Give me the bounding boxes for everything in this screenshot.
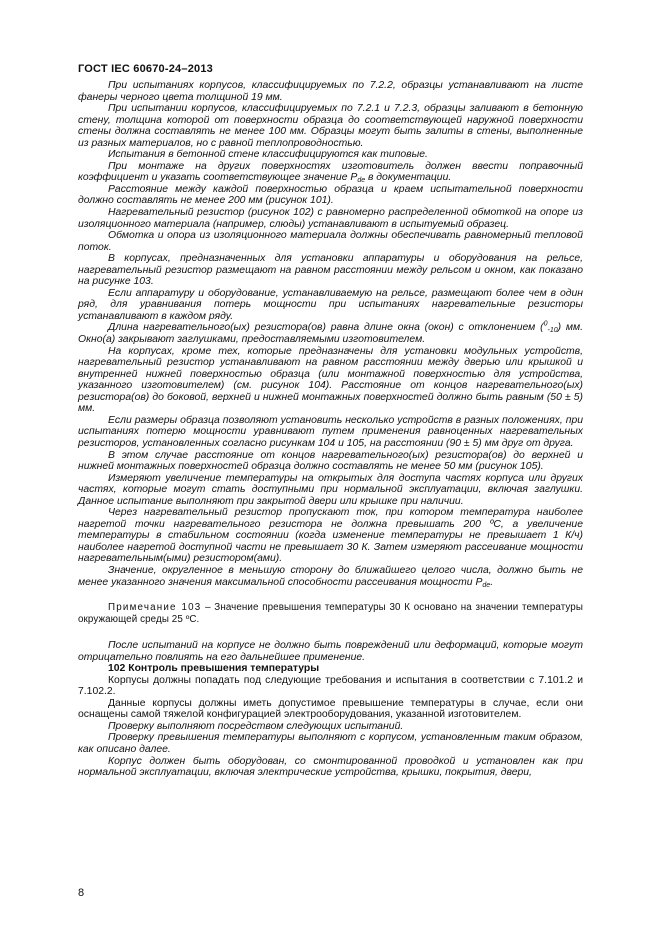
note-label: Примечание 103 <box>108 602 202 614</box>
section-heading: 102 Контроль превышения температуры <box>108 663 320 675</box>
paragraph: Значение, округленное в меньшую сторону до ближайшего целого числа, должно быть не менее указанного значения максимальной способности рассеивания мощности $P_{de}$. <box>78 564 583 589</box>
paragraph: Если размеры образца позволяют установить несколько устройств в разных положениях, при испытаниях потерю мощности уравнивают путем применения равноценных нагревательных резисторов, установленных согласно рисункам 104 и 105, на расстоянии (90 ± 5) мм друг от друга. <box>78 414 583 449</box>
paragraph: При испытании корпусов, классифицируемых по 7.2.1 и 7.2.3, образцы заливают в бетонную стену, толщина которой от поверхности образца до соответствующей наружной поверхности стены должна составлять не менее 100 мм. Образцы могут быть залиты в стены, выполненные из разных материалов, но с равной теплопроводностью. <box>78 103 583 149</box>
paragraph: В этом случае расстояние от концов нагревательного(ых) резистора(ов) до верхней и нижней монтажных поверхностей образца должно составлять не менее 50 мм (рисунок 105). <box>78 449 583 473</box>
standard-header: ГОСТ IEC 60670-24–2013 <box>78 63 213 75</box>
paragraph: Если аппаратуру и оборудование, устанавливаемую на рельсе, размещают более чем в один ряд, для уравнивания потерь мощности при испытаниях нагревательные резисторы устанавливают в каждом ряду. <box>78 287 583 322</box>
document-body <box>78 80 583 779</box>
page-number: 8 <box>78 887 85 899</box>
paragraph: Расстояние между каждой поверхностью образца и краем испытательной поверхности должно составлять не менее 200 мм (рисунок 101). <box>78 183 583 207</box>
paragraph: Корпусы должны попадать под следующие требования и испытания в соответствии с 7.101.2 и 7.102.2. <box>78 674 583 698</box>
paragraph: Корпус должен быть оборудован, со смонтированной проводкой и установлен как при нормальной эксплуатации, включая электрические устройства, крышки, покрытия, двери, <box>78 755 583 779</box>
paragraph: При испытаниях корпусов, классифицируемых по 7.2.2, образцы устанавливают на листе фанеры черного цвета толщиной 19 мм. <box>78 80 583 103</box>
paragraph: Нагревательный резистор (рисунок 102) с равномерно распределенной обмоткой на опоре из изоляционного материала (например, слюды) устанавливают в испытуемый образец. <box>78 207 583 230</box>
paragraph: Проверку превышения температуры выполняют с корпусом, установленным таким образом, как описано далее. <box>78 732 583 755</box>
paragraph: Через нагревательный резистор пропускают ток, при котором температура наиболее нагретой точки нагревательного резистора не должна превышать 200 ºС, а увеличение температуры в стабильном состоянии (когда изменение температуры не превышает 1 К/ч) наиболее нагретой доступной части не превышает 30 К. Затем измеряют рассеивание мощности нагревательным(ыми) резистором(ами). <box>78 507 583 565</box>
paragraph: Испытания в бетонной стене классифицируются как типовые. <box>108 149 428 161</box>
paragraph: При монтаже на других поверхностях изготовитель должен ввести поправочный коэффициент и указать соответствующее значение $P_{de}$ в документации. <box>78 160 583 185</box>
paragraph: Обмотка и опора из изоляционного материала должны обеспечивать равномерный тепловой поток. <box>78 230 583 253</box>
paragraph: Данные корпусы должны иметь допустимое превышение температуры в случае, если они оснащены самой тяжелой конфигурацией электрооборудования, указанной изготовителем. <box>78 697 583 721</box>
paragraph: Проверку выполняют посредством следующих испытаний. <box>108 720 404 732</box>
paragraph: После испытаний на корпусе не должно быть повреждений или деформаций, которые могут отрицательно повлиять на его дальнейшее применение. <box>78 640 583 663</box>
paragraph: Измеряют увеличение температуры на открытых для доступа частях корпуса или других частях, которые могут стать доступными при нормальной эксплуатации, включая заглушки. Данное испытание выполняют при закрытой двери или крышке при наличии. <box>78 472 583 507</box>
paragraph: На корпусах, кроме тех, которые предназначены для установки модульных устройств, нагревательный резистор устанавливают на равном расстоянии между дверью или крышкой и внутренней нижней поверхностью образца (или монтажной поверхностью для устройства, указанного изготовителем) (см. рисунок 104). Расстояние от концов нагревательного(ых) резистора(ов) до боковой, верхней и нижней монтажных поверхностей должно быть равным (50 ± 5) мм. <box>78 345 583 415</box>
note-103 <box>78 602 583 626</box>
paragraph: В корпусах, предназначенных для установки аппаратуры и оборудования на рельсе, нагревательный резистор размещают на равном расстоянии между рельсом и окном, как показано на рисунке 103. <box>78 253 583 288</box>
paragraph: Длина нагревательного(ых) резистора(ов) равна длине окна (окон) с отклонением ($^0_{-10}$) мм. Окно(а) закрывают заглушками, предоставляемыми изготовителем. <box>78 321 584 346</box>
note-text: – Значение превышения температуры 30 К основано на значении температуры окружающей среды 25 ºС. <box>78 602 583 626</box>
